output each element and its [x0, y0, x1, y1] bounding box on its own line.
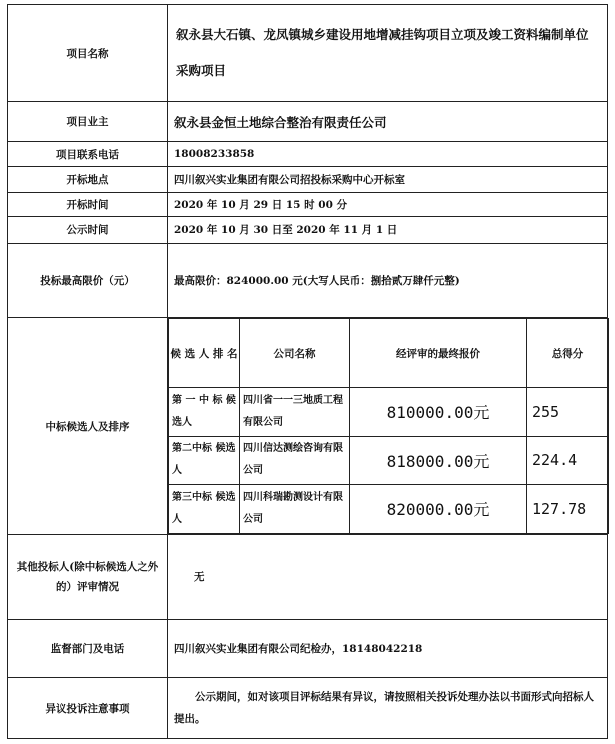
others-value: 无 — [168, 534, 608, 619]
rank-header: 候 选 人 排 名 — [169, 319, 240, 388]
row-others — [8, 534, 608, 619]
candidates-label: 中标候选人及排序 — [8, 318, 168, 534]
table-row — [169, 485, 609, 534]
objection-value: 公示期间，如对该项目评标结果有异议，请按照相关投诉处理办法以书面形式向招标人提出。 — [168, 678, 608, 739]
candidate-price: 810000.00元 — [350, 388, 527, 437]
bid-result-table — [7, 4, 608, 739]
others-label: 其他投标人(除中标候选人之外的）评审情况 — [8, 534, 168, 619]
candidate-score: 224.4 — [527, 436, 609, 485]
row-objection — [8, 678, 608, 739]
max-price-label: 投标最高限价（元） — [8, 243, 168, 318]
row-open-time — [8, 193, 608, 217]
open-time-label: 开标时间 — [8, 193, 168, 217]
candidate-rank: 第三中标 候选人 — [169, 485, 240, 534]
candidate-rank: 第二中标 候选人 — [169, 436, 240, 485]
notice-time-label: 公示时间 — [8, 217, 168, 243]
candidate-price: 820000.00元 — [350, 485, 527, 534]
price-header: 经评审的最终报价 — [350, 319, 527, 388]
notice-time-value: 2020 年 10 月 30 日至 2020 年 11 月 1 日 — [168, 217, 608, 243]
candidate-price: 818000.00元 — [350, 436, 527, 485]
candidate-company: 四川省一一三地质工程有限公司 — [240, 388, 350, 437]
row-owner — [8, 102, 608, 142]
location-label: 开标地点 — [8, 166, 168, 192]
row-project-name — [8, 5, 608, 102]
table-row — [169, 436, 609, 485]
candidate-header-row — [169, 319, 609, 388]
owner-value: 叙永县金恒土地综合整治有限责任公司 — [168, 102, 608, 142]
row-max-price — [8, 243, 608, 318]
supervisor-value: 四川叙兴实业集团有限公司纪检办，18148042218 — [168, 619, 608, 678]
company-header: 公司名称 — [240, 319, 350, 388]
row-supervisor — [8, 619, 608, 678]
phone-value: 18008233858 — [168, 142, 608, 166]
candidate-score: 255 — [527, 388, 609, 437]
candidate-company: 四川信达测绘咨询有限公司 — [240, 436, 350, 485]
location-value: 四川叙兴实业集团有限公司招投标采购中心开标室 — [168, 166, 608, 192]
row-location — [8, 166, 608, 192]
supervisor-label: 监督部门及电话 — [8, 619, 168, 678]
row-phone — [8, 142, 608, 166]
table-row — [169, 388, 609, 437]
owner-label: 项目业主 — [8, 102, 168, 142]
candidate-score: 127.78 — [527, 485, 609, 534]
row-notice-time — [8, 217, 608, 243]
candidate-rank: 第 一 中 标 候选人 — [169, 388, 240, 437]
project-name-label: 项目名称 — [8, 5, 168, 102]
candidate-table — [168, 318, 609, 533]
objection-label: 异议投诉注意事项 — [8, 678, 168, 739]
score-header: 总得分 — [527, 319, 609, 388]
phone-label: 项目联系电话 — [8, 142, 168, 166]
candidate-company: 四川科瑞勘测设计有限公司 — [240, 485, 350, 534]
row-candidates — [8, 318, 608, 534]
open-time-value: 2020 年 10 月 29 日 15 时 00 分 — [168, 193, 608, 217]
max-price-value: 最高限价：824000.00 元(大写人民币：捌拾贰万肆仟元整) — [168, 243, 608, 318]
project-name-value: 叙永县大石镇、龙凤镇城乡建设用地增减挂钩项目立项及竣工资料编制单位采购项目 — [168, 5, 608, 102]
